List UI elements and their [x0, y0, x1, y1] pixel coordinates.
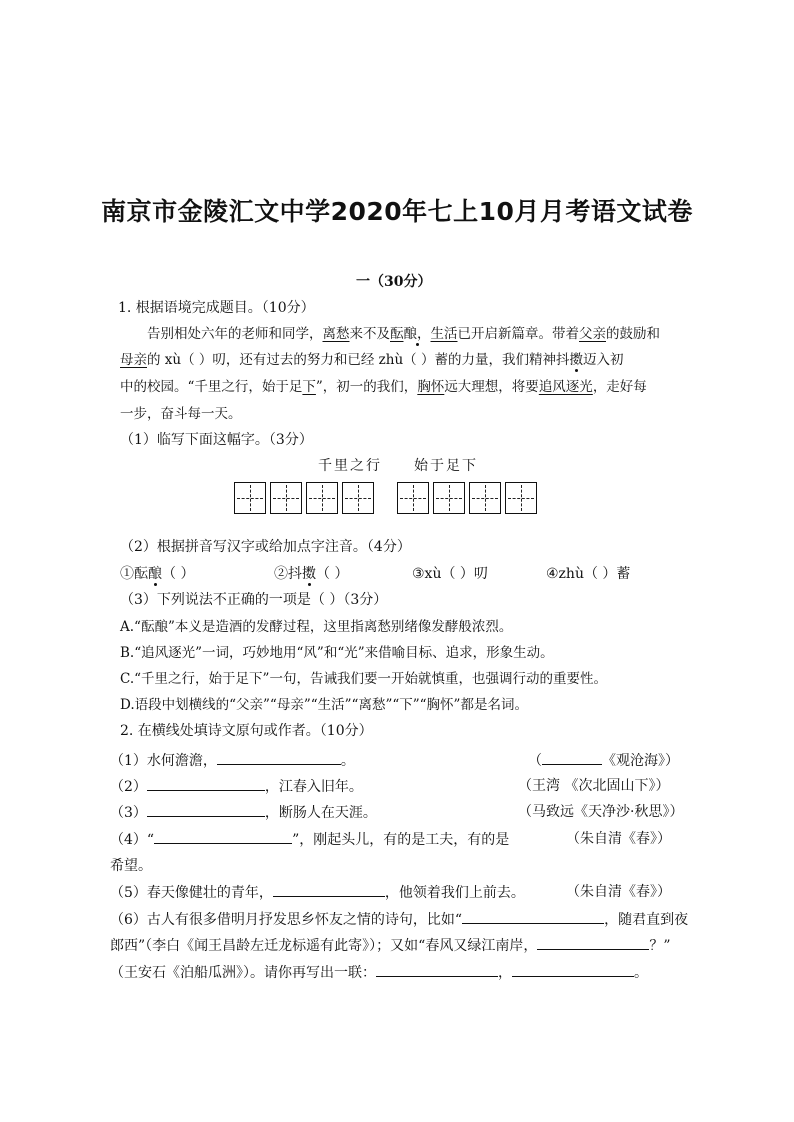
passage-text: 来不及: [349, 326, 390, 342]
item-text: ①酝: [120, 566, 148, 582]
poem-text: （4）“: [110, 832, 155, 848]
poem-text: ，断肠人在天涯。: [264, 805, 377, 821]
poem-text: （3）: [110, 805, 147, 821]
poem-source-4: （朱自清《春》）: [566, 831, 671, 847]
sub-question-3: （3）下列说法不正确的一项是（ ）（3分）: [120, 592, 388, 608]
poem-text: （5）春天像健壮的青年，: [110, 885, 273, 901]
poem-text: ，他领着我们上前去。: [384, 885, 525, 901]
answer-blank[interactable]: （ ）: [162, 566, 195, 582]
dotted-char: 擞: [302, 566, 316, 582]
underlined-word: 母亲: [120, 352, 147, 368]
passage-line-4: 一步，奋斗每一天。: [120, 406, 242, 422]
question-2-heading: 2. 在横线处填诗文原句或作者。（10分）: [120, 723, 373, 739]
poem-text: 。: [340, 753, 355, 769]
calligraphy-right-text: 始于足下: [414, 458, 478, 474]
passage-text: ”，初一的我们，: [315, 379, 418, 395]
poem-row-2: [110, 776, 363, 797]
answer-blank[interactable]: [273, 882, 385, 897]
source-text: 《观沧海》）: [602, 753, 679, 769]
answer-blank[interactable]: （ ）: [316, 566, 349, 582]
answer-blank[interactable]: [217, 750, 341, 765]
poem-text: ，: [498, 965, 512, 981]
underlined-word: 生活: [430, 326, 458, 342]
writing-cell[interactable]: [270, 482, 302, 514]
poem-row-1: [110, 750, 355, 771]
poem-row-6-line-2: [110, 935, 671, 956]
writing-cell[interactable]: [306, 482, 338, 514]
poem-text: ，随君直到夜: [604, 912, 689, 928]
passage-text: 的鼓励和: [606, 326, 660, 342]
pinyin-item-2: [274, 564, 348, 584]
pinyin-item-3: ③xù（ ）叨: [412, 566, 488, 582]
writing-cell[interactable]: [505, 482, 537, 514]
poem-text: ？”: [649, 938, 671, 954]
poem-source-1: [528, 750, 679, 771]
item-text: ②抖: [274, 566, 302, 582]
sub-question-1: （1）临写下面这幅字。（3分）: [120, 432, 313, 448]
poem-source-2: （王湾 《次北固山下》）: [518, 778, 670, 794]
poem-text: （2）: [110, 779, 147, 795]
passage-text: 告别相处六年的老师和同学，: [147, 326, 323, 342]
answer-blank[interactable]: [147, 802, 265, 817]
poem-row-4: [110, 829, 509, 850]
dotted-char: 擞: [569, 352, 583, 368]
poem-row-6-line-1: [110, 909, 688, 930]
poem-text: 。: [634, 965, 648, 981]
answer-blank[interactable]: [376, 962, 498, 977]
passage-text: 迈入初: [582, 352, 624, 368]
dotted-char: 酿: [148, 566, 162, 582]
poem-text: 郎西”（李白《闻王昌龄左迁龙标遥有此寄》）；又如“春风又绿江南岸，: [110, 938, 538, 954]
underlined-word: 追风逐光: [538, 379, 593, 395]
answer-blank[interactable]: [537, 935, 649, 950]
option-b: B.“追风逐光”一词，巧妙地用“风”和“光”来借喻目标、追求，形象生动。: [120, 645, 554, 661]
answer-blank[interactable]: [462, 909, 604, 924]
poem-source-3: （马致远《天净沙·秋思》）: [518, 804, 684, 820]
writing-cell[interactable]: [469, 482, 501, 514]
calligraphy-left-text: 千里之行: [318, 458, 382, 474]
answer-blank[interactable]: [147, 776, 265, 791]
pinyin-item-1: [120, 564, 194, 584]
writing-cell[interactable]: [234, 482, 266, 514]
writing-grid-left: [234, 482, 378, 514]
underlined-word: 父亲: [579, 326, 606, 342]
poem-text: （王安石《泊船瓜洲》）。请你再写出一联：: [110, 965, 376, 981]
answer-blank[interactable]: [512, 962, 634, 977]
poem-row-4-continued: 希望。: [110, 858, 152, 874]
exam-title: 南京市金陵汇文中学2020年七上10月月考语文试卷: [101, 197, 693, 226]
passage-text: ，走好每: [592, 379, 647, 395]
passage-text: 已开启新篇章。带着: [457, 326, 579, 342]
underlined-word: 下: [302, 379, 316, 395]
underlined-word: 酝: [390, 326, 404, 342]
writing-cell[interactable]: [342, 482, 374, 514]
poem-source-5: （朱自清《春》）: [566, 884, 671, 900]
passage-text: 中的校园。“千里之行，始于足: [120, 379, 303, 395]
underlined-word: 胸怀: [417, 379, 445, 395]
underlined-word: 离愁: [322, 326, 350, 342]
poem-text: （6）古人有很多借明月抒发思乡怀友之情的诗句，比如“: [110, 912, 463, 928]
option-a: A.“酝酿”本义是造酒的发酵过程，这里指离愁别绪像发酵般浓烈。: [120, 619, 513, 635]
option-c: C.“千里之行，始于足下”一句，告诫我们要一开始就慎重，也强调行动的重要性。: [120, 671, 607, 687]
author-blank[interactable]: [542, 750, 602, 765]
passage-text: 的 xù（ ）叨，还有过去的努力和已经 zhù（ ）蓄的力量，我们精神抖: [147, 352, 570, 368]
poem-text: （1）水何澹澹，: [110, 753, 217, 769]
passage-line-1: [147, 324, 660, 344]
section-heading: 一（30分）: [356, 274, 432, 290]
passage-line-3: [120, 377, 647, 397]
pinyin-item-4: ④zhù（ ）蓄: [546, 566, 631, 582]
sub-question-2: （2）根据拼音写汉字或给加点字注音。（4分）: [120, 539, 411, 555]
option-d: D.语段中划横线的“父亲”“母亲”“生活”“离愁”“下”“胸怀”都是名词。: [120, 697, 528, 713]
poem-row-3: [110, 802, 377, 823]
writing-cell[interactable]: [433, 482, 465, 514]
poem-text: ，江春入旧年。: [264, 779, 363, 795]
dotted-char: 酿，: [403, 326, 431, 342]
poem-row-5: [110, 882, 525, 903]
passage-line-2: [120, 350, 623, 370]
answer-blank[interactable]: [154, 829, 292, 844]
source-text: （: [528, 753, 542, 769]
poem-text: ”，刚起头儿，有的是工夫，有的是: [292, 832, 510, 848]
writing-cell[interactable]: [397, 482, 429, 514]
writing-grid-right: [397, 482, 541, 514]
passage-text: 远大理想，将要: [444, 379, 539, 395]
poem-row-6-line-3: [110, 962, 648, 983]
question-1-heading: 1. 根据语境完成题目。（10分）: [118, 300, 315, 316]
